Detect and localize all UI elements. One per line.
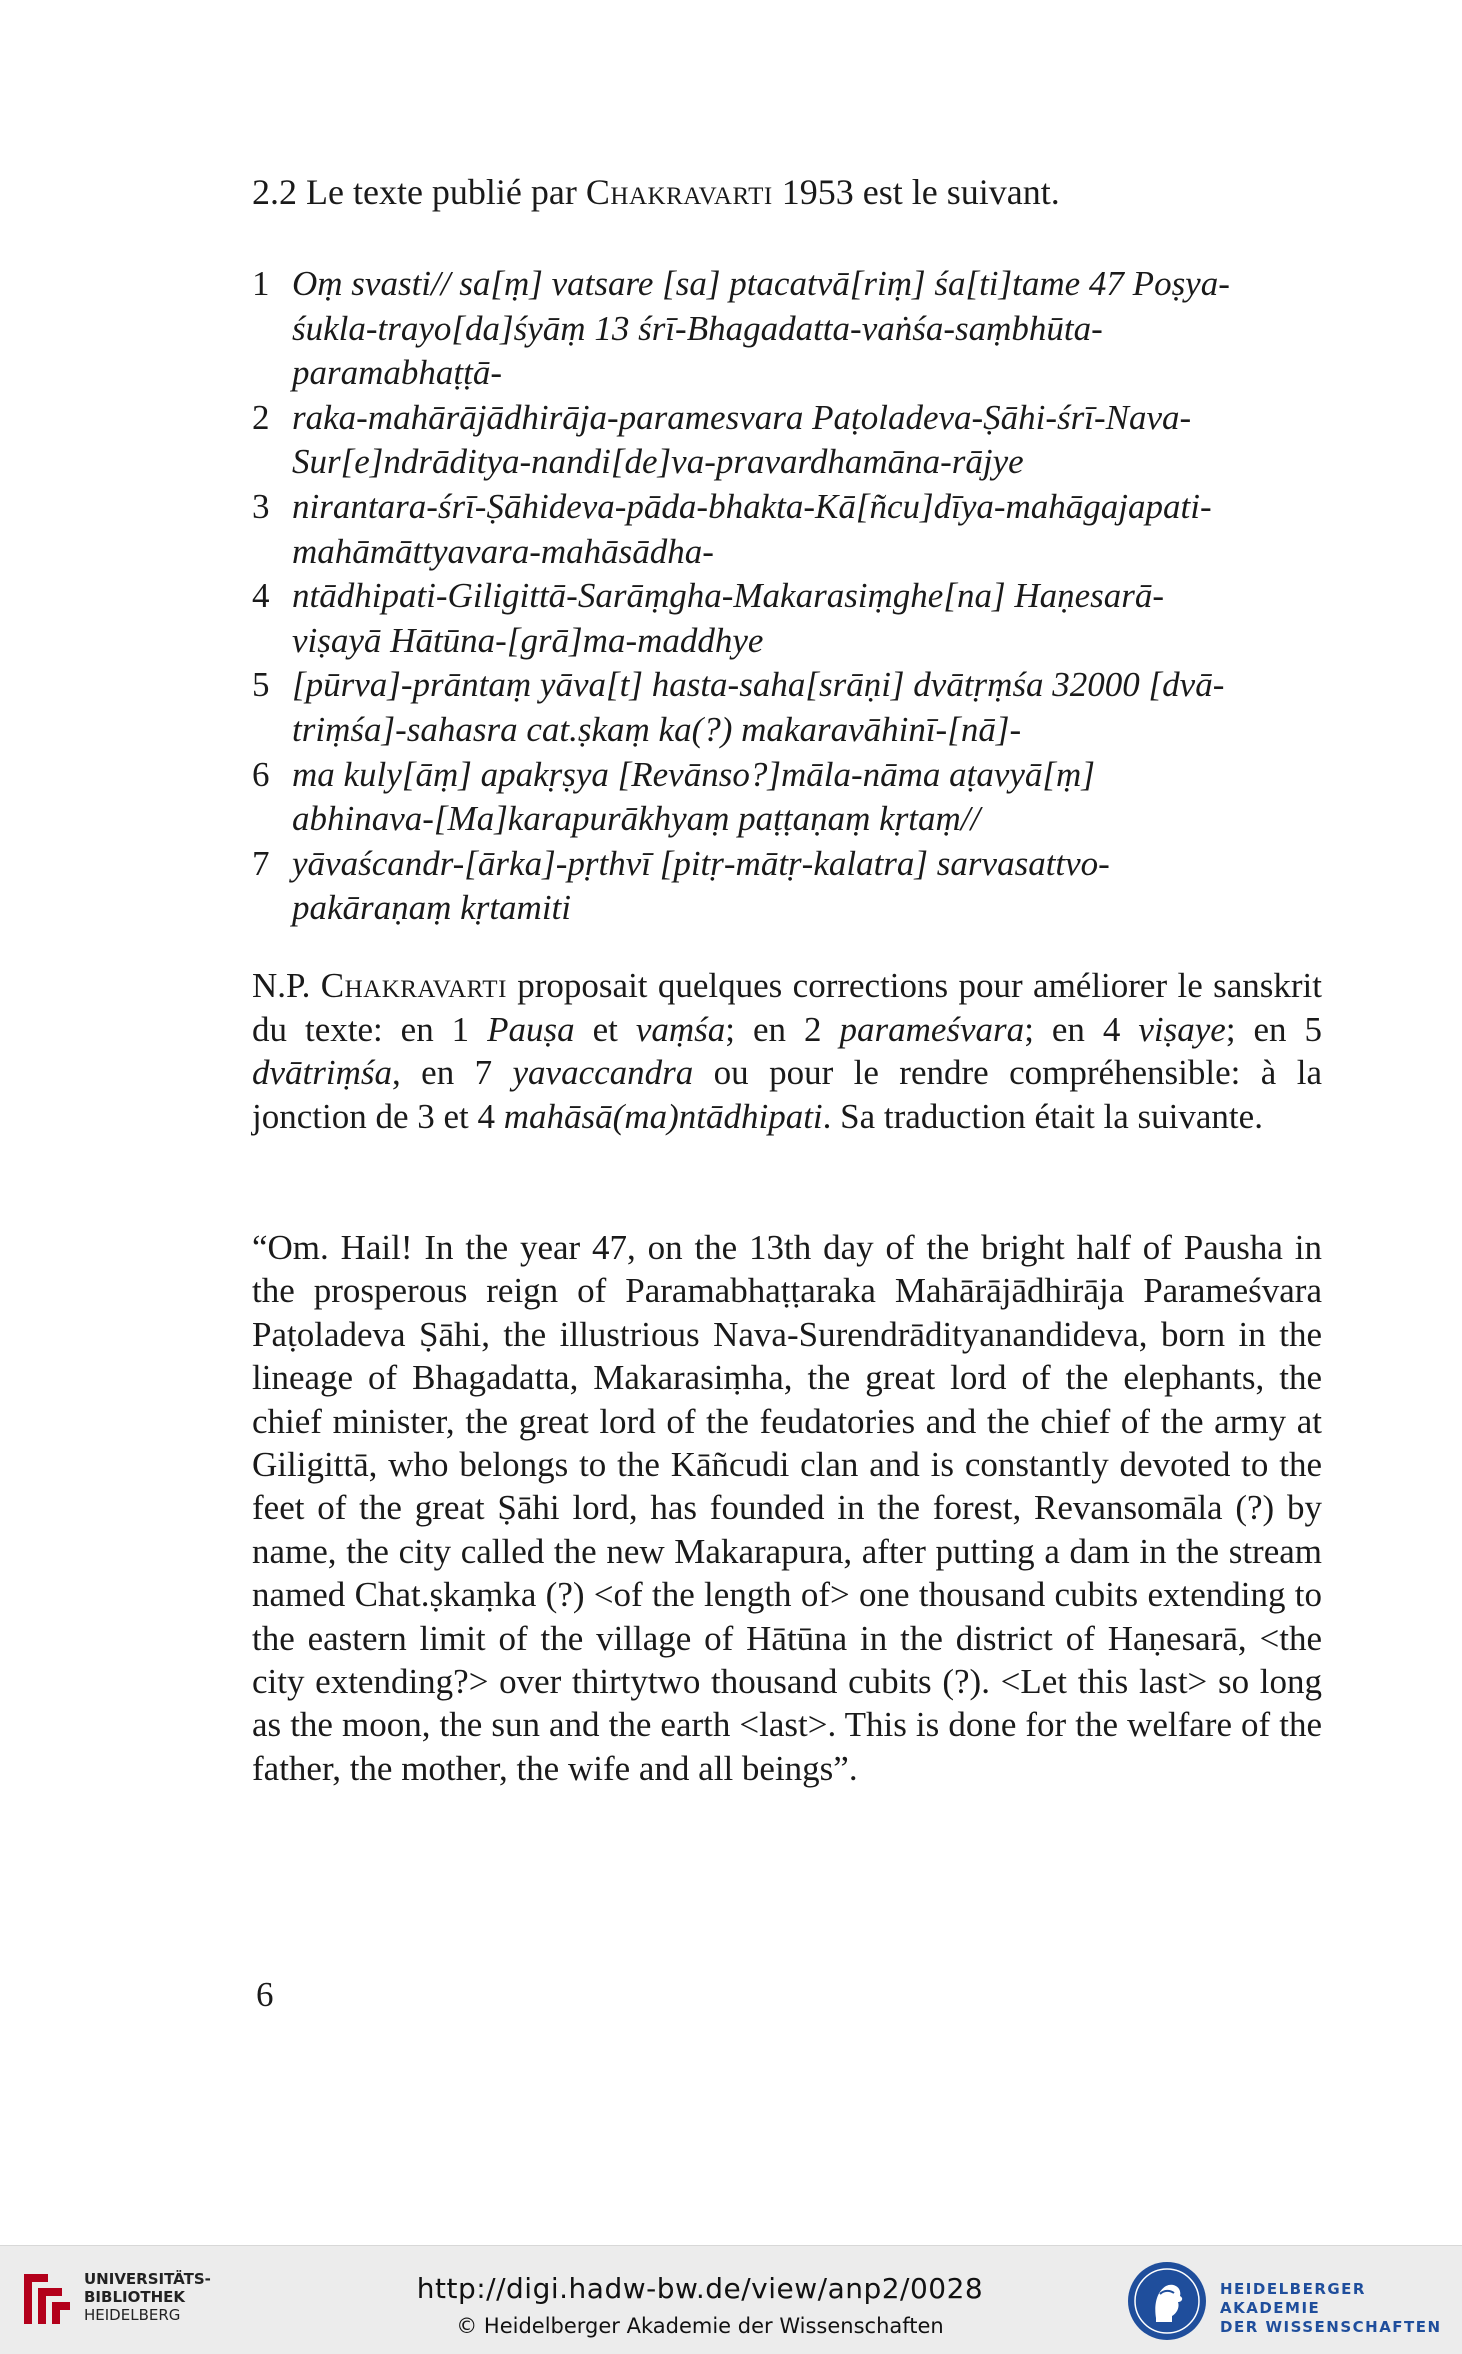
correction-term: mahāsā(ma)ntādhipati <box>503 1096 823 1136</box>
verse-text-line: ma kuly[āṃ] apakṛṣya [Revānso?]māla-nāma aṭavyā[ṃ] <box>292 754 1095 794</box>
correction-term: Pauṣa <box>487 1009 575 1049</box>
verse-number: 1 <box>252 264 270 303</box>
correction-term: parameśvara <box>839 1009 1025 1049</box>
verse-text-line: viṣayā Hātūna-[grā]ma-maddhye <box>292 620 764 660</box>
verse-number: 4 <box>252 576 270 616</box>
academy-seal-icon <box>1126 2260 1208 2342</box>
verse-text-line: pakāraṇaṃ kṛtamiti <box>292 888 572 928</box>
verse-line <box>252 396 1322 485</box>
verse-text-line: nirantara-śrī-Ṣāhideva-pāda-bhakta-Kā[ñcu]dīya-mahāgajapati- <box>292 486 1212 526</box>
verse-text-line: Oṃ svasti// sa[ṃ] vatsare [sa] ptacatvā[riṃ] śa[ti]tame 47 Poṣya- <box>292 264 1230 303</box>
verse-text-line: abhinava-[Ma]karapurākhyaṃ paṭṭaṇaṃ kṛtaṃ// <box>292 799 981 839</box>
verse-text-line: ntādhipati-Giligittā-Sarāṃgha-Makarasiṃghe[na] Haṇesarā- <box>292 576 1165 616</box>
section-heading <box>252 170 1322 214</box>
author-initials: N.P. <box>252 966 321 1005</box>
heading-author: Chakravarti <box>585 172 773 212</box>
source-url-link[interactable]: http://digi.hadw-bw.de/view/anp2/0028 <box>416 2272 984 2305</box>
correction-term: vaṃśa <box>635 1009 726 1049</box>
copyright-notice: © Heidelberger Akademie der Wissenschaften <box>456 2314 944 2338</box>
academy-name: HEIDELBERGER AKADEMIE DER WISSENSCHAFTEN <box>1220 2280 1442 2336</box>
verse-line <box>252 574 1322 663</box>
verse-text-line: Sur[e]ndrāditya-nandi[de]va-pravardhamāna-rājye <box>292 442 1024 482</box>
commentary-paragraph: N.P. Chakravarti proposait quelques corrections pour améliorer le sanskrit du texte: en 1 Pauṣa et vaṃśa; en 2 parameśvara; en 4 viṣaye; en 5 dvātriṃśa, en 7 yavaccandra ou pour le rendre compréhensible: à la jonction de 3 et 4 mahāsā(ma)ntādhipati. Sa traduction était la suivante. <box>252 966 1323 1136</box>
verse-number: 5 <box>252 665 270 705</box>
verse-text-line: yāvaścandr-[ārka]-pṛthvī [pitṛ-mātṛ-kalatra] sarvasattvo- <box>292 843 1110 883</box>
verse-text-line: paramabhaṭṭā- <box>292 353 502 393</box>
verse-number: 7 <box>252 843 270 883</box>
correction-term: viṣaye <box>1138 1009 1226 1049</box>
verse-line <box>252 485 1322 574</box>
translation-paragraph: “Om. Hail! In the year 47, on the 13th day of the bright half of Pausha in the prosperous reign of Paramabhaṭṭaraka Mahārājādhirāja Parameśvara Paṭoladeva Ṣāhi, the illustrious Nava-Surendrādityanandideva, born in the lineage of Bhagadatta, Makarasiṃha, the great lord of the elephants, the chief minister, the great lord of the feudatories and the chief of the army at Giligittā, who belongs to the Kāñcudi clan and is constantly devoted to the feet of the great Ṣāhi lord, has founded in the forest, Revansomāla (?) by name, the city called the new Makarapura, after putting a dam in the stream named Chat.ṣkaṃka (?) <of the length of> one thousand cubits extending to the eastern limit of the village of Hātūna in the district of Haṇesarā, <the city extending?> over thirtytwo thousand cubits (?). <Let this last> so long as the moon, the sun and the earth <last>. This is done for the welfare of the father, the mother, the wife and all beings”. <box>252 1228 1322 1788</box>
verse-text-line: triṃśa]-sahasra cat.ṣkaṃ ka(?) makaravāhinī-[nā]- <box>292 709 1022 749</box>
verse-number: 2 <box>252 397 270 437</box>
verse-line <box>252 262 1322 396</box>
page-number: 6 <box>256 1975 274 2014</box>
heading-prefix: 2.2 Le texte publié par <box>252 172 586 212</box>
inscription-text <box>252 262 1322 931</box>
verse-text-line: śukla-trayo[da]śyāṃ 13 śrī-Bhagadatta-vaṅśa-saṃbhūta- <box>292 308 1103 348</box>
verse-text-line: raka-mahārājādhirāja-paramesvara Paṭoladeva-Ṣāhi-śrī-Nava- <box>292 397 1192 437</box>
verse-line <box>252 753 1322 842</box>
verse-number: 6 <box>252 754 270 794</box>
university-library-name: UNIVERSITÄTS- BIBLIOTHEK HEIDELBERG <box>84 2270 211 2324</box>
author-name: Chakravarti <box>320 966 507 1005</box>
verse-line <box>252 663 1322 752</box>
university-library-logo-icon <box>18 2266 74 2330</box>
correction-term: yavaccandra <box>512 1053 694 1092</box>
verse-line <box>252 842 1322 931</box>
heading-suffix: 1953 est le suivant. <box>772 172 1060 212</box>
verse-text-line: [pūrva]-prāntaṃ yāva[t] hasta-saha[srāṇi] dvātṛṃśa 32000 [dvā- <box>292 665 1225 705</box>
correction-term: dvātriṃśa <box>252 1053 392 1092</box>
digitization-footer <box>0 2245 1462 2354</box>
verse-text-line: mahāmāttyavara-mahāsādha- <box>292 531 714 571</box>
verse-number: 3 <box>252 486 270 526</box>
